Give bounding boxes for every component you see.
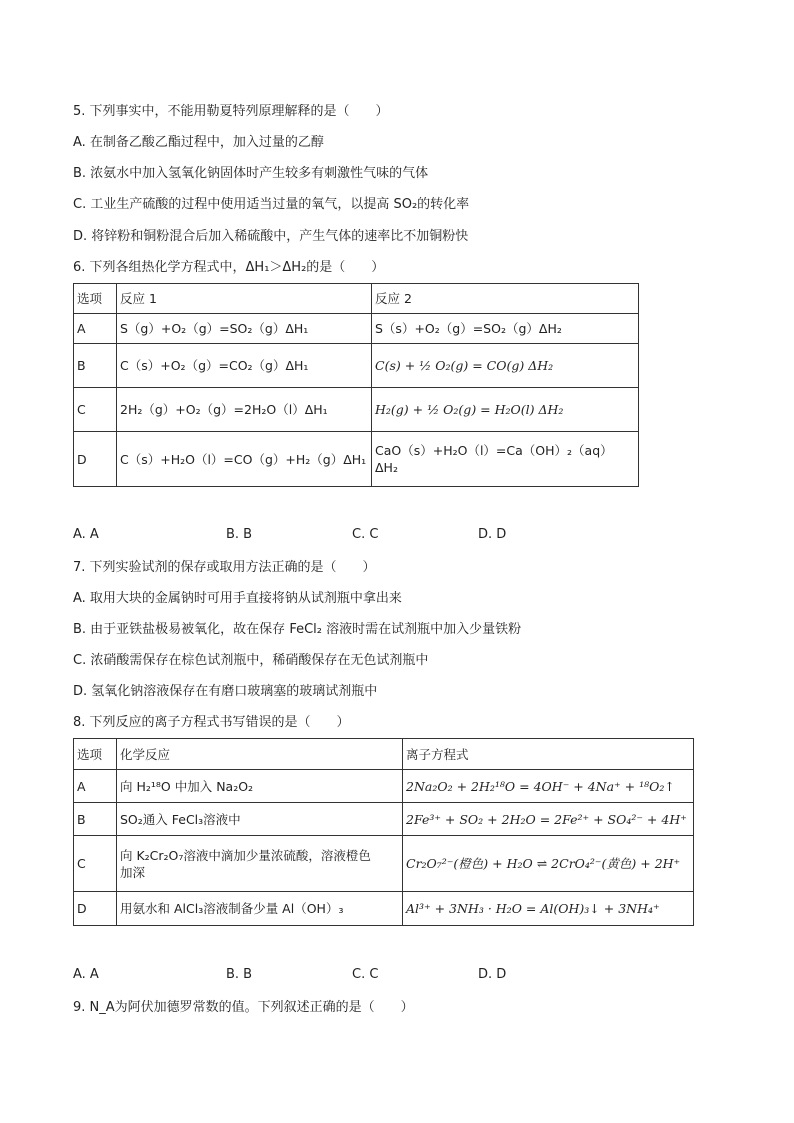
option-cell: C: [74, 388, 117, 432]
reaction-cell: [117, 836, 403, 892]
q5-option-a: A. 在制备乙酸乙酯过程中，加入过量的乙醇: [73, 135, 324, 150]
q8-table: [73, 738, 694, 926]
option-cell: B: [74, 803, 117, 836]
header-cell: 反应 2: [372, 284, 639, 314]
q8-choice-b: B. B: [226, 967, 253, 982]
reaction2-line1: CaO（s）+H₂O（l）=Ca（OH）₂（aq）: [375, 443, 613, 458]
header-cell: 化学反应: [117, 739, 403, 770]
q6-stem: 6. 下列各组热化学方程式中，ΔH₁＞ΔH₂的是（ ）: [73, 260, 385, 275]
q7-option-a: A. 取用大块的金属钠时可用手直接将钠从试剂瓶中拿出来: [73, 591, 402, 606]
q5-option-d: D. 将锌粉和铜粉混合后加入稀硫酸中，产生气体的速率比不加铜粉快: [73, 229, 469, 244]
header-cell: 选项: [74, 284, 117, 314]
reaction1-cell: S（g）+O₂（g）=SO₂（g）ΔH₁: [117, 314, 372, 344]
table-row: [74, 432, 639, 487]
reaction1-cell: 2H₂（g）+O₂（g）=2H₂O（l）ΔH₁: [117, 388, 372, 432]
q6-choice-a: A. A: [73, 527, 99, 542]
q5-stem: 5. 下列事实中，不能用勒夏特列原理解释的是（ ）: [73, 104, 389, 119]
header-cell: 选项: [74, 739, 117, 770]
option-cell: D: [74, 432, 117, 487]
reaction-cell: SO₂通入 FeCl₃溶液中: [117, 803, 403, 836]
reaction2-cell: [372, 432, 639, 487]
option-cell: A: [74, 314, 117, 344]
reaction-cell: 用氨水和 AlCl₃溶液制备少量 Al（OH）₃: [117, 892, 403, 926]
option-cell: B: [74, 344, 117, 388]
reaction2-cell: C(s) + ½ O₂(g) = CO(g) ΔH₂: [372, 344, 639, 388]
option-cell: D: [74, 892, 117, 926]
q8-choice-a: A. A: [73, 967, 99, 982]
reaction-line1: 向 K₂Cr₂O₇溶液中滴加少量浓硫酸，溶液橙色: [120, 847, 371, 863]
table-header-row: [74, 284, 639, 314]
q6-options: [73, 527, 633, 545]
header-cell: 离子方程式: [403, 739, 694, 770]
option-cell: C: [74, 836, 117, 892]
q7-option-c: C. 浓硝酸需保存在棕色试剂瓶中，稀硝酸保存在无色试剂瓶中: [73, 653, 429, 668]
reaction2-cell: H₂(g) + ½ O₂(g) = H₂O(l) ΔH₂: [372, 388, 639, 432]
reaction2-line2: ΔH₂: [375, 460, 398, 475]
reaction-cell: 向 H₂¹⁸O 中加入 Na₂O₂: [117, 770, 403, 803]
table-row: [74, 803, 694, 836]
table-row: [74, 770, 694, 803]
reaction-line2: 加深: [120, 864, 146, 880]
reaction2-cell: S（s）+O₂（g）=SO₂（g）ΔH₂: [372, 314, 639, 344]
q6-choice-d: D. D: [478, 527, 507, 542]
q8-options: [73, 967, 633, 985]
q5-option-b: B. 浓氨水中加入氢氧化钠固体时产生较多有刺激性气味的气体: [73, 166, 429, 181]
q6-choice-c: C. C: [352, 527, 379, 542]
ionic-equation-cell: 2Na₂O₂ + 2H₂¹⁸O = 4OH⁻ + 4Na⁺ + ¹⁸O₂↑: [403, 770, 694, 803]
table-row: [74, 836, 694, 892]
table-row: [74, 344, 639, 388]
reaction1-cell: C（s）+O₂（g）=CO₂（g）ΔH₁: [117, 344, 372, 388]
header-cell: 反应 1: [117, 284, 372, 314]
table-row: [74, 892, 694, 926]
q6-table: [73, 283, 639, 487]
ionic-equation-cell: Al³⁺ + 3NH₃ · H₂O = Al(OH)₃↓ + 3NH₄⁺: [403, 892, 694, 926]
option-cell: A: [74, 770, 117, 803]
q6-choice-b: B. B: [226, 527, 253, 542]
ionic-equation-cell: Cr₂O₇²⁻(橙色) + H₂O ⇌ 2CrO₄²⁻(黄色) + 2H⁺: [403, 836, 694, 892]
q7-stem: 7. 下列实验试剂的保存或取用方法正确的是（ ）: [73, 560, 376, 575]
q8-stem: 8. 下列反应的离子方程式书写错误的是（ ）: [73, 715, 350, 730]
q7-option-d: D. 氢氧化钠溶液保存在有磨口玻璃塞的玻璃试剂瓶中: [73, 684, 378, 699]
ionic-equation-cell: 2Fe³⁺ + SO₂ + 2H₂O = 2Fe²⁺ + SO₄²⁻ + 4H⁺: [403, 803, 694, 836]
q9-stem: 9. N_A为阿伏加德罗常数的值。下列叙述正确的是（ ）: [73, 1000, 414, 1015]
table-header-row: [74, 739, 694, 770]
q7-option-b: B. 由于亚铁盐极易被氧化，故在保存 FeCl₂ 溶液时需在试剂瓶中加入少量铁粉: [73, 622, 522, 637]
q5-option-c: C. 工业生产硫酸的过程中使用适当过量的氧气，以提高 SO₂的转化率: [73, 197, 470, 212]
q8-choice-c: C. C: [352, 967, 379, 982]
q8-choice-d: D. D: [478, 967, 507, 982]
table-row: [74, 388, 639, 432]
reaction1-cell: C（s）+H₂O（l）=CO（g）+H₂（g）ΔH₁: [117, 432, 372, 487]
table-row: [74, 314, 639, 344]
